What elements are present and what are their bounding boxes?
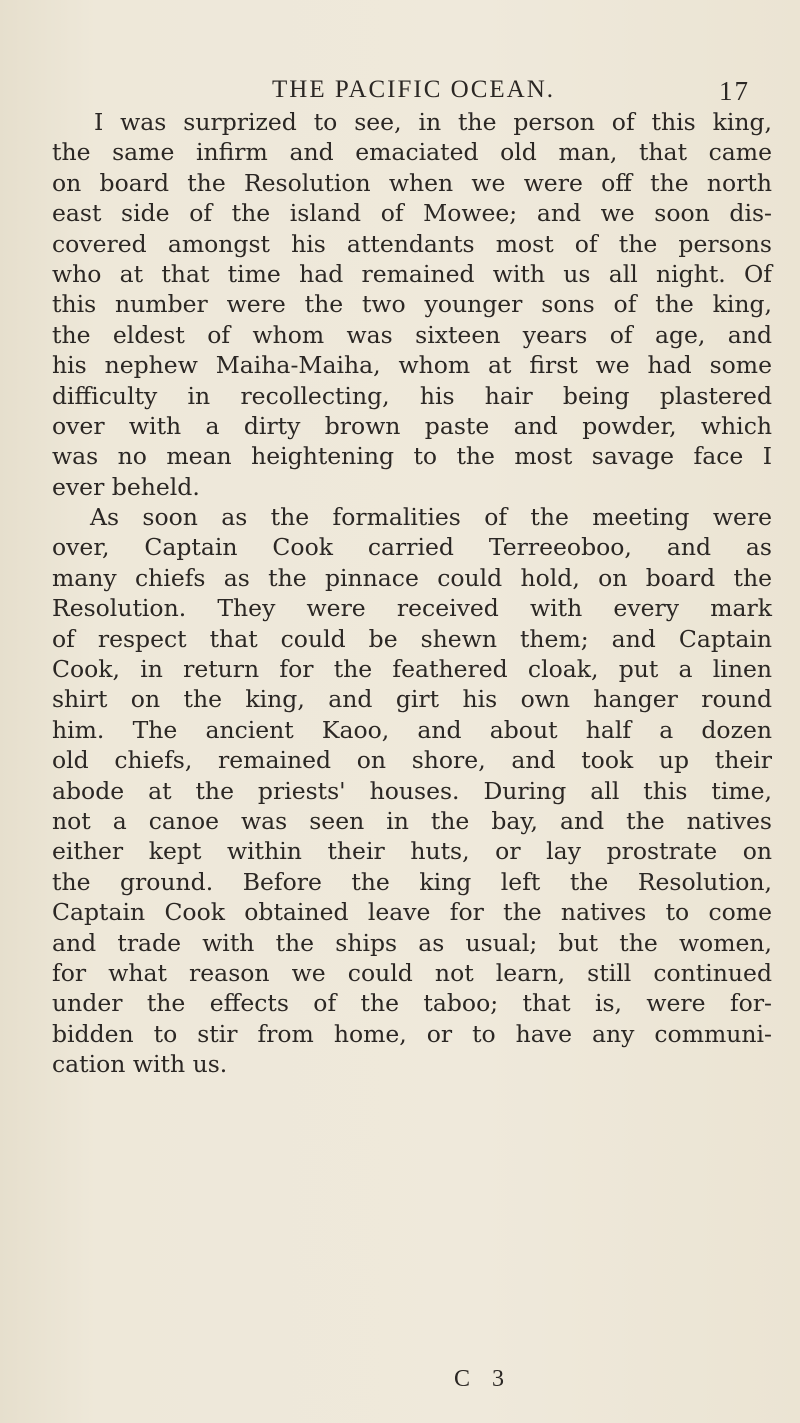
paragraph-1 [52, 107, 772, 502]
page-header [272, 76, 772, 110]
running-title: THE PACIFIC OCEAN. [272, 76, 556, 103]
text-line: Cook, in return for the feathered cloak, put a linen [52, 655, 772, 684]
text-line: Captain Cook obtained leave for the natives to come [52, 898, 772, 927]
text-line: his nephew Maiha-Maiha, whom at first we had some [52, 351, 772, 380]
text-line: under the effects of the taboo; that is, were for- [52, 989, 772, 1018]
text-line: bidden to stir from home, or to have any communi- [52, 1019, 772, 1048]
text-line: shirt on the king, and girt his own hanger round [52, 685, 772, 714]
text-line: difficulty in recollecting, his hair being plastered [52, 381, 772, 410]
text-line: Resolution. They were received with every mark [52, 594, 772, 623]
text-line: abode at the priests' houses. During all this time, [52, 776, 772, 805]
signature-mark: C 3 [454, 1366, 513, 1392]
text-line: old chiefs, remained on shore, and took up their [52, 746, 772, 775]
text-line: the ground. Before the king left the Resolution, [52, 867, 772, 896]
text-line: over, Captain Cook carried Terreeoboo, and as [52, 533, 772, 562]
text-line: was no mean heightening to the most savage face I [52, 442, 772, 471]
paragraph-2 [52, 502, 772, 1079]
text-line: him. The ancient Kaoo, and about half a dozen [52, 715, 772, 744]
text-line: of respect that could be shewn them; and Captain [52, 624, 772, 653]
text-line: cation with us. [52, 1050, 228, 1079]
text-line: either kept within their huts, or lay prostrate on [52, 837, 772, 866]
text-line: I was surprized to see, in the person of this king, [94, 108, 772, 136]
text-line: the eldest of whom was sixteen years of age, and [52, 320, 772, 349]
page-number: 17 [719, 76, 750, 106]
body-text [52, 107, 772, 1080]
text-line: not a canoe was seen in the bay, and the natives [52, 806, 772, 835]
text-line: this number were the two younger sons of the king, [52, 290, 772, 319]
text-line: many chiefs as the pinnace could hold, on board the [52, 563, 772, 592]
text-line: the same infirm and emaciated old man, that came [52, 138, 772, 167]
text-line: east side of the island of Mowee; and we soon dis- [52, 199, 772, 228]
text-line: for what reason we could not learn, still continued [52, 958, 772, 987]
text-line: covered amongst his attendants most of the persons [52, 229, 772, 258]
text-line: and trade with the ships as usual; but the women, [52, 928, 772, 957]
text-line: over with a dirty brown paste and powder, which [52, 411, 772, 440]
text-line: who at that time had remained with us all night. Of [52, 259, 772, 288]
text-line: ever beheld. [52, 472, 200, 501]
text-line: As soon as the formalities of the meeting were [90, 503, 772, 532]
text-line: on board the Resolution when we were off the north [52, 168, 772, 197]
